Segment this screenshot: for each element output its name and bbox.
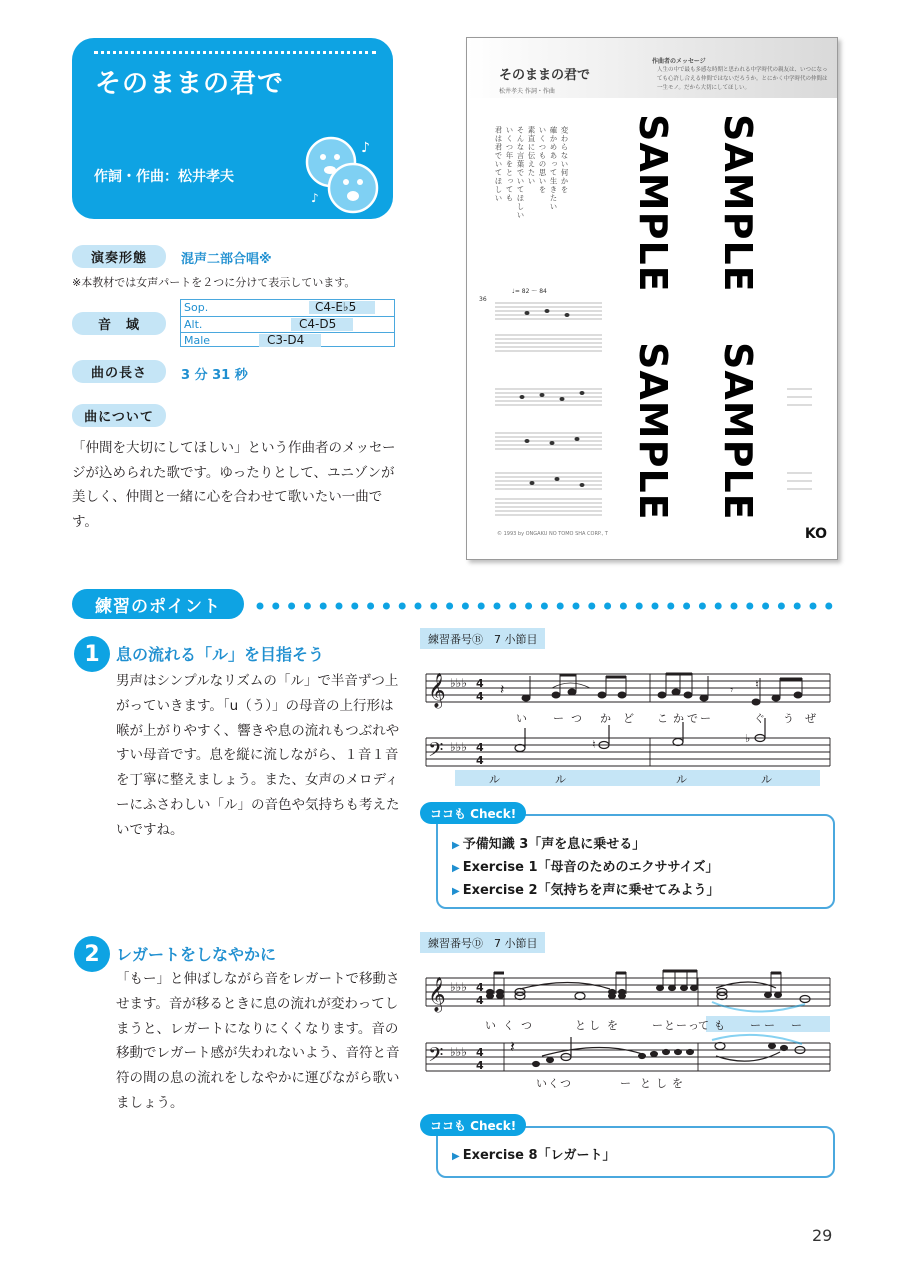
lyric-syllable: ル	[489, 773, 500, 786]
sample-lyrics-line: 君は君でいてほしい	[494, 126, 503, 203]
lyric-syllable: っ	[688, 1019, 699, 1032]
lyric-syllable: も	[714, 1019, 725, 1032]
publisher-logo: KO	[804, 526, 827, 542]
svg-text:♮: ♮	[755, 678, 759, 691]
lyric-syllable: こ	[657, 712, 668, 725]
lyric-syllable: う	[783, 712, 794, 725]
sample-copyright: © 1993 by ONGAKU NO TOMO SHA CORP., T	[497, 531, 608, 537]
point-title: レガートをしなやかに	[116, 945, 277, 964]
lyric-syllable: ル	[676, 773, 687, 786]
range-value: C4-D5	[299, 317, 337, 331]
lyric-syllable: て	[698, 1019, 709, 1032]
lyric-syllable: ル	[761, 773, 772, 786]
lyric-syllable: ー	[676, 1019, 687, 1032]
about-label: 曲について	[72, 404, 166, 427]
lyric-syllable: ー	[620, 1077, 631, 1090]
check-heading: ココも Check!	[420, 1114, 526, 1136]
svg-text:♭♭♭: ♭♭♭	[450, 676, 467, 690]
sample-measure-number: 36	[479, 296, 487, 303]
sample-lyrics-line: いくつ年をとっても	[505, 126, 514, 203]
vocal-range-table	[180, 299, 395, 347]
range-row-alt	[181, 316, 394, 332]
point-text: 「もー」と伸ばしながら音をレガートで移動させます。音が移るときに息の流れが変わってしまうと、レガートになりにくくなります。音の移動でレガート感が失われないよう、音符と音符の間の息の流れをしなやかに運びながら歌いましょう。	[116, 971, 400, 1111]
svg-text:4: 4	[476, 677, 484, 690]
svg-text:𝄞: 𝄞	[428, 673, 446, 708]
lyric-syllable: つ	[521, 1019, 532, 1032]
excerpt-label: 練習番号Ⓓ 7 小節目	[420, 932, 545, 953]
lyric-syllable: で	[687, 712, 698, 725]
sample-lyrics-line: 素直に伝えたい	[527, 126, 536, 186]
lyric-syllable: か	[673, 712, 684, 725]
sample-page-credit: 松井孝夫 作詞・作曲	[499, 88, 555, 95]
check-box	[436, 814, 835, 909]
sample-watermark: SAMPLE	[712, 110, 764, 297]
svg-text:♭: ♭	[745, 732, 751, 745]
check-item[interactable]: ▶ Exercise 2「気持ちを声に乗せてみよう」	[452, 883, 720, 898]
length-value: 3 分 31 秒	[181, 368, 248, 383]
svg-text:4: 4	[476, 754, 484, 767]
lyric-syllable: い	[536, 1077, 547, 1090]
lyric-syllable: く	[548, 1077, 559, 1090]
section-dotted-line	[256, 602, 846, 610]
svg-text:♭♭♭: ♭♭♭	[450, 980, 467, 994]
lyric-syllable: ー	[750, 1019, 761, 1032]
length-label: 曲の長さ	[72, 360, 166, 383]
svg-text:𝄾: 𝄾	[730, 683, 734, 697]
svg-text:𝄽: 𝄽	[500, 682, 505, 698]
sample-lyrics-line: いくつもの思いを	[538, 126, 547, 194]
lyric-syllable: ー	[553, 712, 564, 725]
svg-text:♭♭♭: ♭♭♭	[450, 1045, 467, 1059]
lyric-syllable: い	[516, 712, 527, 725]
sample-lyrics-line: 確かめあって生きたい	[549, 126, 558, 211]
lyric-syllable: し	[589, 1019, 600, 1032]
lyric-syllable: と	[640, 1077, 651, 1090]
song-title-box	[72, 38, 393, 219]
lyric-syllable: ぐ	[754, 712, 765, 725]
sample-message: 人生の中で最も多感な時期と思われる中学時代の親友は、いつになっても心許し合える仲間ではないだろうか。とにかく中学時代の仲間は一生モノ。だから大切にしてほしい。	[657, 67, 828, 91]
range-value: C4-E♭5	[315, 300, 357, 314]
lyric-syllable: と	[575, 1019, 586, 1032]
lyric-syllable: い	[485, 1019, 496, 1032]
performance-note: ※本教材では女声パートを２つに分けて表示しています。	[72, 276, 356, 289]
svg-text:𝄢: 𝄢	[428, 738, 444, 766]
svg-text:♮: ♮	[592, 738, 596, 751]
performance-label: 演奏形態	[72, 245, 166, 268]
svg-text:4: 4	[476, 690, 484, 703]
svg-text:4: 4	[476, 981, 484, 994]
lyric-syllable: ー	[700, 712, 711, 725]
svg-text:𝄞: 𝄞	[428, 977, 446, 1012]
sample-watermark: SAMPLE	[627, 110, 679, 297]
lyric-syllable: ー	[764, 1019, 775, 1032]
sample-score-page	[466, 37, 838, 560]
excerpt-label: 練習番号Ⓑ 7 小節目	[420, 628, 545, 649]
sample-lyrics-line: 変わらない何かを	[560, 126, 569, 194]
section-title: 練習のポイント	[72, 589, 244, 619]
lyric-syllable: ぜ	[805, 712, 816, 725]
sample-watermark: SAMPLE	[627, 338, 679, 525]
lyric-syllable: つ	[560, 1077, 571, 1090]
svg-text:4: 4	[476, 741, 484, 754]
lyric-syllable: を	[672, 1077, 683, 1090]
song-credit: 作詞・作曲：松井孝夫	[94, 169, 234, 185]
range-part: Male	[184, 334, 211, 347]
svg-text:4: 4	[476, 1059, 484, 1072]
lyric-syllable: ル	[555, 773, 566, 786]
svg-text:4: 4	[476, 1046, 484, 1059]
svg-text:𝄽: 𝄽	[510, 1037, 515, 1056]
title-dotted-line	[94, 51, 376, 54]
sample-lyrics-line: そんな言葉でいてほしい	[516, 126, 525, 220]
svg-text:♪: ♪	[361, 140, 370, 156]
lyric-syllable: ど	[623, 712, 634, 725]
check-heading: ココも Check!	[420, 802, 526, 824]
svg-text:♪: ♪	[311, 191, 319, 205]
point-title: 息の流れる「ル」を目指そう	[116, 645, 325, 664]
lyric-syllable: ー	[652, 1019, 663, 1032]
performance-value: 混声二部合唱※	[181, 252, 272, 267]
svg-text:𝄢: 𝄢	[428, 1043, 444, 1071]
point-number-badge: 2	[74, 936, 110, 972]
check-item[interactable]: ▶ Exercise 1「母音のためのエクササイズ」	[452, 860, 719, 875]
svg-text:4: 4	[476, 994, 484, 1007]
singing-faces-icon	[301, 132, 379, 218]
page-number: 29	[812, 1226, 833, 1245]
lyric-syllable: と	[664, 1019, 675, 1032]
lyric-syllable: ー	[791, 1019, 802, 1032]
lyric-syllable: し	[656, 1077, 667, 1090]
lyric-syllable: を	[607, 1019, 618, 1032]
svg-text:♭♭♭: ♭♭♭	[450, 740, 467, 754]
sample-message-title: 作曲者のメッセージ	[652, 58, 706, 65]
range-part: Sop.	[184, 301, 209, 314]
check-item[interactable]: ▶ 予備知識 3「声を息に乗せる」	[452, 837, 646, 852]
sample-tempo: ♩= 82 〜 84	[512, 288, 547, 295]
range-row-male	[181, 332, 394, 348]
check-item[interactable]: ▶ Exercise 8「レガート」	[452, 1148, 616, 1163]
range-row-sop	[181, 300, 394, 316]
lyric-syllable: か	[600, 712, 611, 725]
point-number-badge: 1	[74, 636, 110, 672]
lyric-syllable: つ	[571, 712, 582, 725]
range-part: Alt.	[184, 318, 203, 331]
song-title: そのままの君で	[95, 69, 285, 99]
about-text: 「仲間を大切にしてほしい」という作曲者のメッセージが込められた歌です。ゆったりとして、ユニゾンが美しく、仲間と一緒に心を合わせて歌いたい一曲です。	[72, 440, 396, 530]
range-label: 音 域	[72, 312, 166, 335]
range-value: C3-D4	[267, 333, 305, 347]
sample-watermark: SAMPLE	[712, 338, 764, 525]
lyric-syllable: く	[503, 1019, 514, 1032]
point-text: 男声はシンプルなリズムの「ル」で半音ずつ上がっていきます。「u（う）」の母音の上行形は喉が上がりやすく、響きや息の流れもつぶれやすい母音です。息を縦に流しながら、１音１音を丁寧に整えましょう。また、女声のメロディーにふさわしい「ル」の音色や気持ちも考えたいですね。	[116, 673, 400, 838]
sample-page-title: そのままの君で	[499, 68, 591, 83]
